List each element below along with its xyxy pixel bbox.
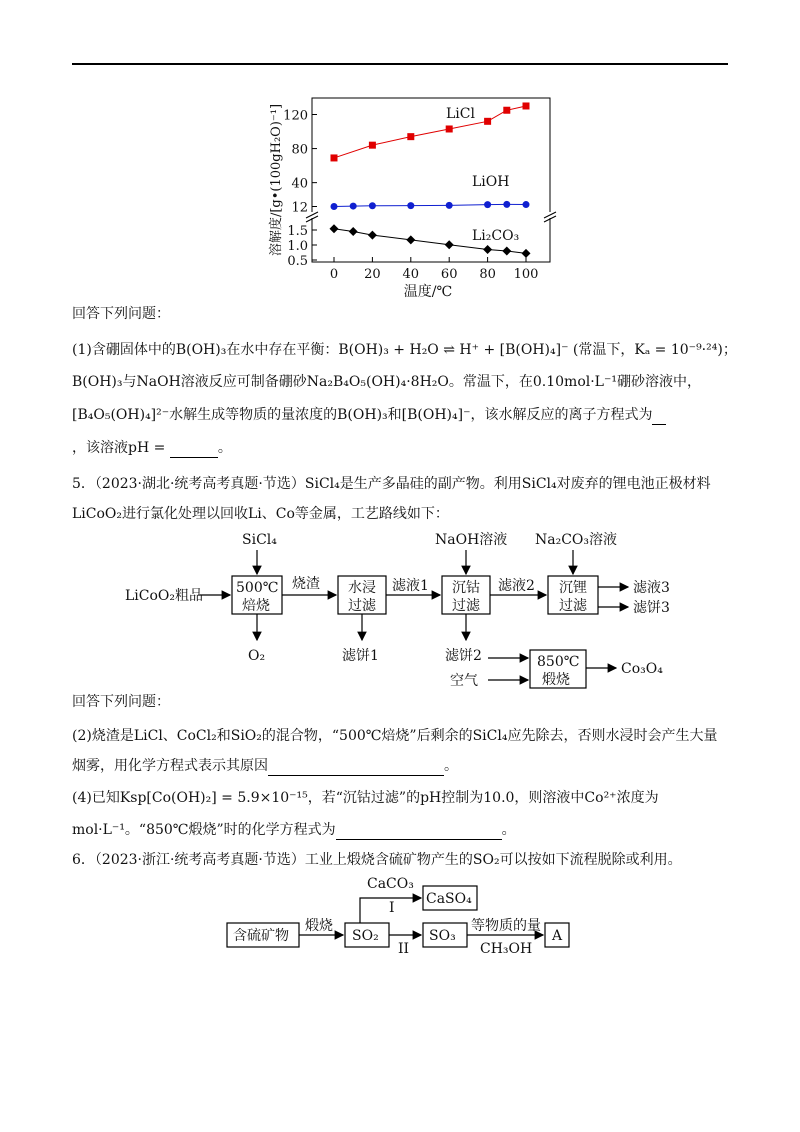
li2co3-point — [349, 227, 358, 236]
y-tick-label-lower: 1.5 — [287, 224, 308, 239]
q5-line2: LiCoO₂进行氯化处理以回收Li、Co等金属，工艺路线如下： — [72, 506, 449, 522]
lithium-filter-text: 过滤 — [559, 598, 587, 614]
answer-blank-3[interactable] — [268, 775, 444, 776]
li2co3-point — [445, 240, 454, 249]
cake1-label: 滤饼1 — [342, 648, 379, 664]
co3o4-label: Co₃O₄ — [621, 661, 663, 677]
cake3-label: 滤饼3 — [633, 600, 670, 616]
q1-line1: (1)含硼固体中的B(OH)₃在水中存在平衡：B(OH)₃ + H₂O ⇌ H⁺ + [B(OH)₄]⁻ (常温下，Kₐ = 10⁻⁹·²⁴)； — [72, 342, 737, 358]
li2co3-point — [522, 249, 531, 258]
air-label: 空气 — [450, 673, 478, 689]
cake2-label: 滤饼2 — [445, 648, 482, 664]
x-tick-label: 60 — [440, 267, 458, 282]
x-axis-label: 温度/℃ — [403, 284, 453, 300]
series-label-0: LiCl — [446, 106, 475, 122]
so3-text: SO₃ — [429, 928, 456, 944]
licl-point — [523, 102, 530, 109]
q5-2-line2 — [72, 756, 732, 776]
q5-2-line1: (2)烧渣是LiCl、CoCl₂和SiO₂的混合物，“500℃焙烧”后剩余的SiCl₄应先除去，否则水浸时会产生大量 — [72, 728, 718, 744]
q5-2-line2-text: 烟雾，用化学方程式表示其原因 — [72, 758, 268, 774]
lithium-precip-text: 沉锂 — [559, 580, 587, 596]
q5-line1: 5．（2023·湖北·统考高考真题·节选）SiCl₄是生产多晶硅的副产物。利用SiCl₄对废弃的锂电池正极材料 — [72, 476, 711, 492]
calcine-temp: 850℃ — [537, 654, 580, 670]
answer-blank-2[interactable] — [170, 457, 218, 458]
licl-point — [407, 133, 414, 140]
q1-line2: B(OH)₃与NaOH溶液反应可制备硼砂Na₂B₄O₅(OH)₄·8H₂O。常温下，在0.10mol·L⁻¹硼砂溶液中， — [72, 374, 701, 390]
route1-label: I — [389, 900, 395, 916]
q1-line3-text: [B₄O₅(OH)₄]²⁻水解生成等物质的量浓度的B(OH)₃和[B(OH)₄]⁻，该水解反应的离子方程式为 — [72, 407, 653, 423]
o2-label: O₂ — [248, 648, 266, 664]
cobalt-filter-text: 过滤 — [452, 598, 480, 614]
caso4-text: CaSO₄ — [426, 891, 472, 907]
solubility-chart — [250, 90, 560, 305]
li2co3-point — [406, 235, 415, 244]
y-tick-label-upper: 120 — [283, 108, 308, 124]
licl-point — [503, 107, 510, 114]
lithium-recovery-flowchart — [120, 528, 700, 690]
roasting-temp: 500℃ — [236, 580, 279, 596]
answer-blank-1[interactable] — [652, 424, 666, 425]
water-leach-text: 水浸 — [348, 580, 376, 596]
lioh-point — [446, 202, 453, 209]
q5-4-line1: (4)已知Ksp[Co(OH)₂] = 5.9×10⁻¹⁵，若“沉钴过滤”的pH控制为10.0，则溶液中Co²⁺浓度为 — [72, 790, 659, 806]
so2-flowchart — [225, 876, 585, 956]
licl-point — [331, 154, 338, 161]
lioh-point — [523, 201, 530, 208]
top-rule — [72, 63, 728, 65]
q5-4-line2-end: 。 — [501, 822, 516, 838]
series-label-1: LiOH — [472, 174, 510, 190]
water-filter-text: 过滤 — [348, 598, 376, 614]
a-text: A — [552, 928, 563, 944]
mineral-text: 含硫矿物 — [233, 928, 289, 944]
lioh-point — [369, 202, 376, 209]
route2-label: II — [398, 941, 410, 956]
so2-text: SO₂ — [352, 928, 379, 944]
q1-line4 — [72, 438, 732, 458]
cobalt-precip-text: 沉钴 — [452, 580, 480, 596]
naoh-label: NaOH溶液 — [435, 532, 508, 548]
y-tick-label-lower: 0.5 — [287, 254, 308, 269]
licl-point — [369, 142, 376, 149]
calcine2-label: 煅烧 — [305, 918, 333, 934]
q5-2-line2-end: 。 — [444, 758, 458, 774]
licl-point — [484, 118, 491, 125]
q1-line4-text: ，该溶液pH = — [72, 440, 166, 456]
y-tick-label-upper: 40 — [291, 176, 308, 192]
q6-line1: 6．（2023·浙江·统考高考真题·节选）工业上煅烧含硫矿物产生的SO₂可以按如下流程脱除或利用。 — [72, 852, 682, 868]
y-tick-label-upper: 12 — [291, 200, 308, 216]
q1-line4-end: 。 — [217, 440, 232, 456]
lioh-point — [484, 201, 491, 208]
sicl4-label: SiCl₄ — [242, 532, 277, 548]
y-tick-label-lower: 1.0 — [287, 239, 308, 254]
li2co3-point — [330, 224, 339, 233]
lioh-point — [407, 202, 414, 209]
series-line-1 — [334, 204, 526, 206]
x-tick-label: 20 — [364, 267, 381, 282]
ch3oh-label: CH₃OH — [480, 941, 533, 956]
q1-line3 — [72, 405, 732, 425]
y-axis-label: 溶解度/[g•(100gH₂O)⁻¹] — [269, 103, 284, 257]
licl-point — [446, 125, 453, 132]
x-tick-label: 100 — [513, 267, 539, 282]
caco3-label: CaCO₃ — [367, 876, 414, 892]
x-tick-label: 40 — [402, 267, 420, 282]
li2co3-point — [502, 247, 511, 256]
feed-label: LiCoO₂粗品 — [125, 588, 204, 604]
lioh-point — [331, 203, 338, 210]
answer-prompt-1: 回答下列问题： — [72, 306, 170, 322]
x-tick-label: 80 — [479, 267, 496, 282]
li2co3-point — [483, 245, 492, 254]
answer-prompt-2: 回答下列问题： — [72, 694, 170, 710]
calcine-text: 煅烧 — [542, 672, 570, 688]
q5-4-line2 — [72, 820, 732, 840]
axis-break-gap — [309, 212, 553, 218]
equal-amount-label: 等物质的量 — [471, 918, 541, 934]
answer-blank-4[interactable] — [336, 839, 502, 840]
filtrate3-label: 滤液3 — [633, 580, 670, 596]
na2co3-label: Na₂CO₃溶液 — [535, 532, 618, 548]
shaozha-label: 烧渣 — [292, 576, 320, 592]
lioh-point — [503, 201, 510, 208]
roasting-text: 焙烧 — [242, 598, 270, 614]
y-tick-label-upper: 80 — [291, 142, 308, 158]
series-line-0 — [334, 106, 526, 158]
li2co3-point — [368, 231, 377, 240]
q5-4-line2-text: mol·L⁻¹。“850℃煅烧”时的化学方程式为 — [72, 822, 336, 838]
x-tick-label: 0 — [329, 267, 339, 282]
series-label-2: Li₂CO₃ — [472, 228, 520, 244]
filtrate1-label: 滤液1 — [392, 578, 429, 594]
lioh-point — [350, 203, 357, 210]
filtrate2-label: 滤液2 — [498, 578, 535, 594]
